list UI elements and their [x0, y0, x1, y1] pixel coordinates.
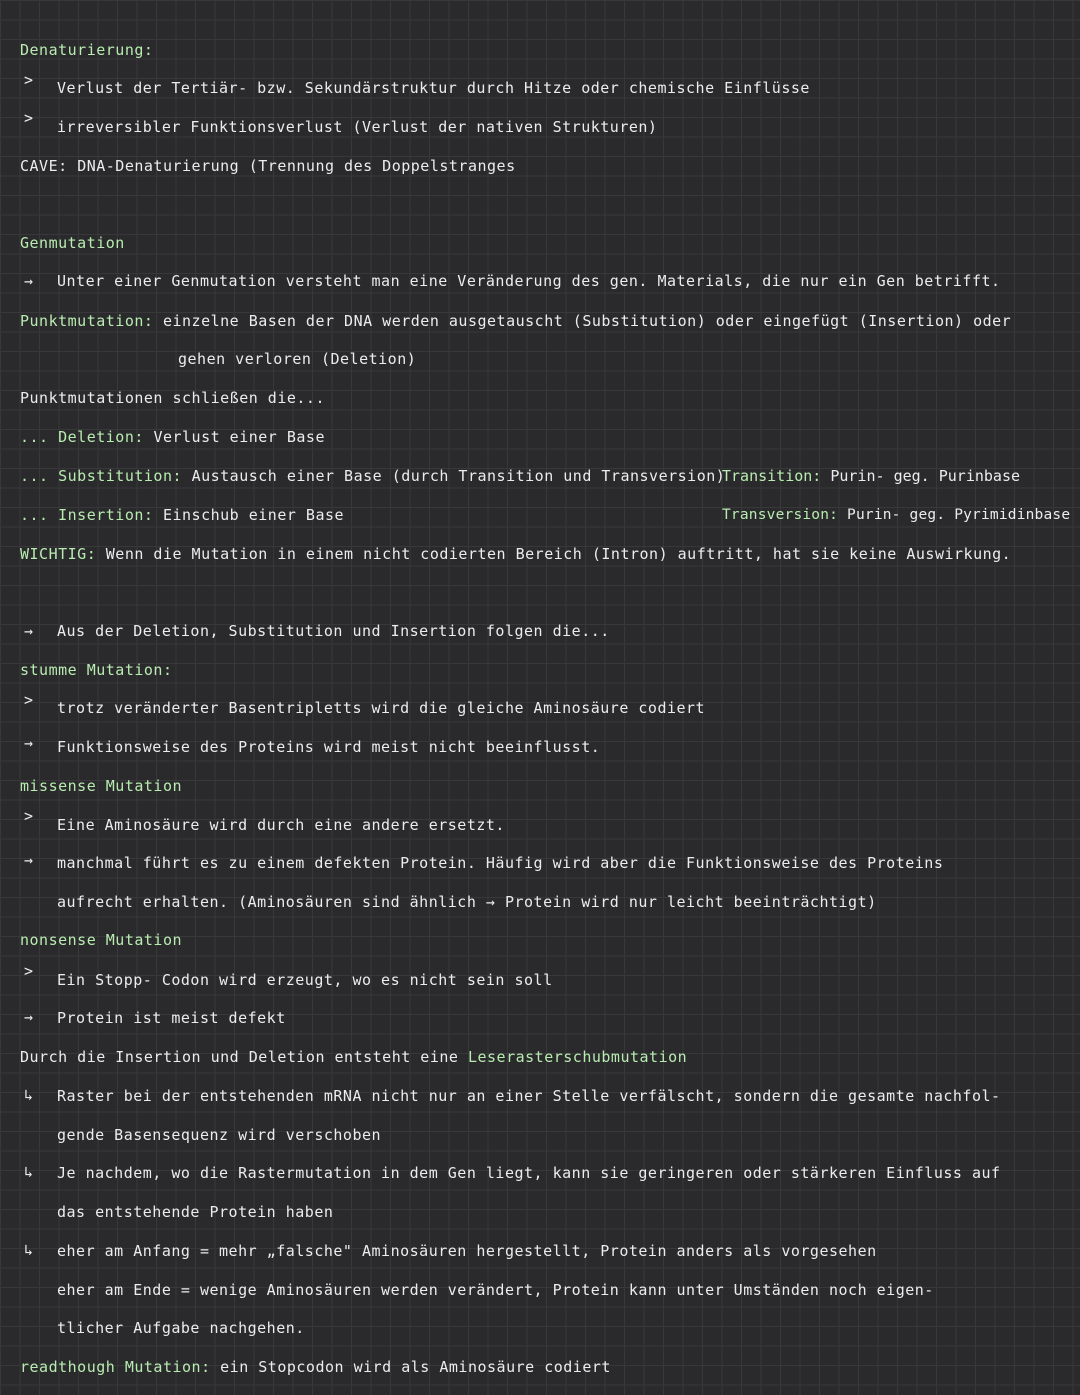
punktmutation-line: Punktmutation: einzelne Basen der DNA werden ausgetauscht (Substitution) oder eingefügt (Insertion) oder	[20, 312, 1012, 330]
nonsense-bullet-2: Protein ist meist defekt	[57, 1009, 286, 1027]
stumme-bullet-1: trotz veränderter Basentripletts wird die gleiche Aminosäure codiert	[57, 699, 706, 717]
arrow-icon: →	[24, 851, 34, 869]
wichtig-line: WICHTIG: Wenn die Mutation in einem nicht codierten Bereich (Intron) auftritt, hat sie keine Auswirkung.	[20, 545, 1012, 563]
chevron-icon: >	[24, 71, 34, 89]
raster-intro: Durch die Insertion und Deletion entsteht eine Leserasterschubmutation	[20, 1048, 688, 1066]
arrow-icon: →	[24, 734, 34, 752]
transversion-note: Transversion: Purin- geg. Pyrimidinbase	[722, 507, 1071, 523]
hook-arrow-icon: ↳	[24, 1086, 34, 1104]
missense-bullet-1: Eine Aminosäure wird durch eine andere ersetzt.	[57, 816, 505, 834]
denat-bullet-1: Verlust der Tertiär- bzw. Sekundärstruktur durch Hitze oder chemische Einflüsse	[57, 79, 810, 97]
readthrough-line: readthough Mutation: ein Stopcodon wird als Aminosäure codiert	[20, 1358, 611, 1376]
hook-arrow-icon: ↳	[24, 1241, 34, 1259]
chevron-icon: >	[24, 807, 34, 825]
folgen-line: Aus der Deletion, Substitution und Insertion folgen die...	[57, 622, 610, 640]
denat-bullet-2: irreversibler Funktionsverlust (Verlust der nativen Strukturen)	[57, 118, 658, 136]
nonsense-bullet-1: Ein Stopp- Codon wird erzeugt, wo es nicht sein soll	[57, 971, 553, 989]
hook-arrow-icon: ↳	[24, 1163, 34, 1181]
raster-bullet-3b: eher am Ende = wenige Aminosäuren werden verändert, Protein kann unter Umständen noch eigen-	[57, 1281, 934, 1299]
arrow-icon: →	[24, 272, 34, 290]
raster-bullet-3c: tlicher Aufgabe nachgehen.	[57, 1319, 305, 1337]
arrow-icon: →	[24, 1008, 34, 1026]
heading-genmutation: Genmutation	[20, 234, 125, 252]
missense-bullet-2b: aufrecht erhalten. (Aminosäuren sind ähnlich → Protein wird nur leicht beeinträchtigt)	[57, 893, 877, 911]
heading-missense-mutation: missense Mutation	[20, 777, 183, 795]
missense-bullet-2: manchmal führt es zu einem defekten Protein. Häufig wird aber die Funktionsweise des Proteins	[57, 854, 944, 872]
raster-bullet-2b: das entstehende Protein haben	[57, 1203, 334, 1221]
raster-bullet-3: eher am Anfang = mehr „falsche" Aminosäuren hergestellt, Protein anders als vorgesehen	[57, 1242, 877, 1260]
heading-stumme-mutation: stumme Mutation:	[20, 661, 173, 679]
genmutation-definition: Unter einer Genmutation versteht man eine Veränderung des gen. Materials, die nur ein Gen betrifft.	[57, 272, 1001, 290]
stumme-bullet-2: Funktionsweise des Proteins wird meist nicht beeinflusst.	[57, 738, 601, 756]
punktmutationen-schliessen: Punktmutationen schließen die...	[20, 389, 325, 407]
chevron-icon: >	[24, 109, 34, 127]
substitution-line: ... Substitution: Austausch einer Base (durch Transition und Transversion)	[20, 467, 726, 485]
deletion-line: ... Deletion: Verlust einer Base	[20, 428, 325, 446]
raster-bullet-2: Je nachdem, wo die Rastermutation in dem Gen liegt, kann sie geringeren oder stärkeren Einfluss auf	[57, 1164, 1001, 1182]
heading-nonsense-mutation: nonsense Mutation	[20, 931, 183, 949]
insertion-line: ... Insertion: Einschub einer Base	[20, 506, 345, 524]
chevron-icon: >	[24, 962, 34, 980]
transition-note: Transition: Purin- geg. Purinbase	[722, 467, 1021, 485]
heading-denaturierung: Denaturierung:	[20, 41, 154, 59]
chevron-icon: >	[24, 691, 34, 709]
raster-bullet-1b: gende Basensequenz wird verschoben	[57, 1126, 382, 1144]
raster-bullet-1: Raster bei der entstehenden mRNA nicht nur an einer Stelle verfälscht, sondern die gesamte nachfol-	[57, 1087, 1001, 1105]
punktmutation-line-2: gehen verloren (Deletion)	[178, 350, 417, 368]
cave-line: CAVE: DNA-Denaturierung (Trennung des Doppelstranges	[20, 157, 516, 175]
arrow-icon: →	[24, 622, 34, 640]
